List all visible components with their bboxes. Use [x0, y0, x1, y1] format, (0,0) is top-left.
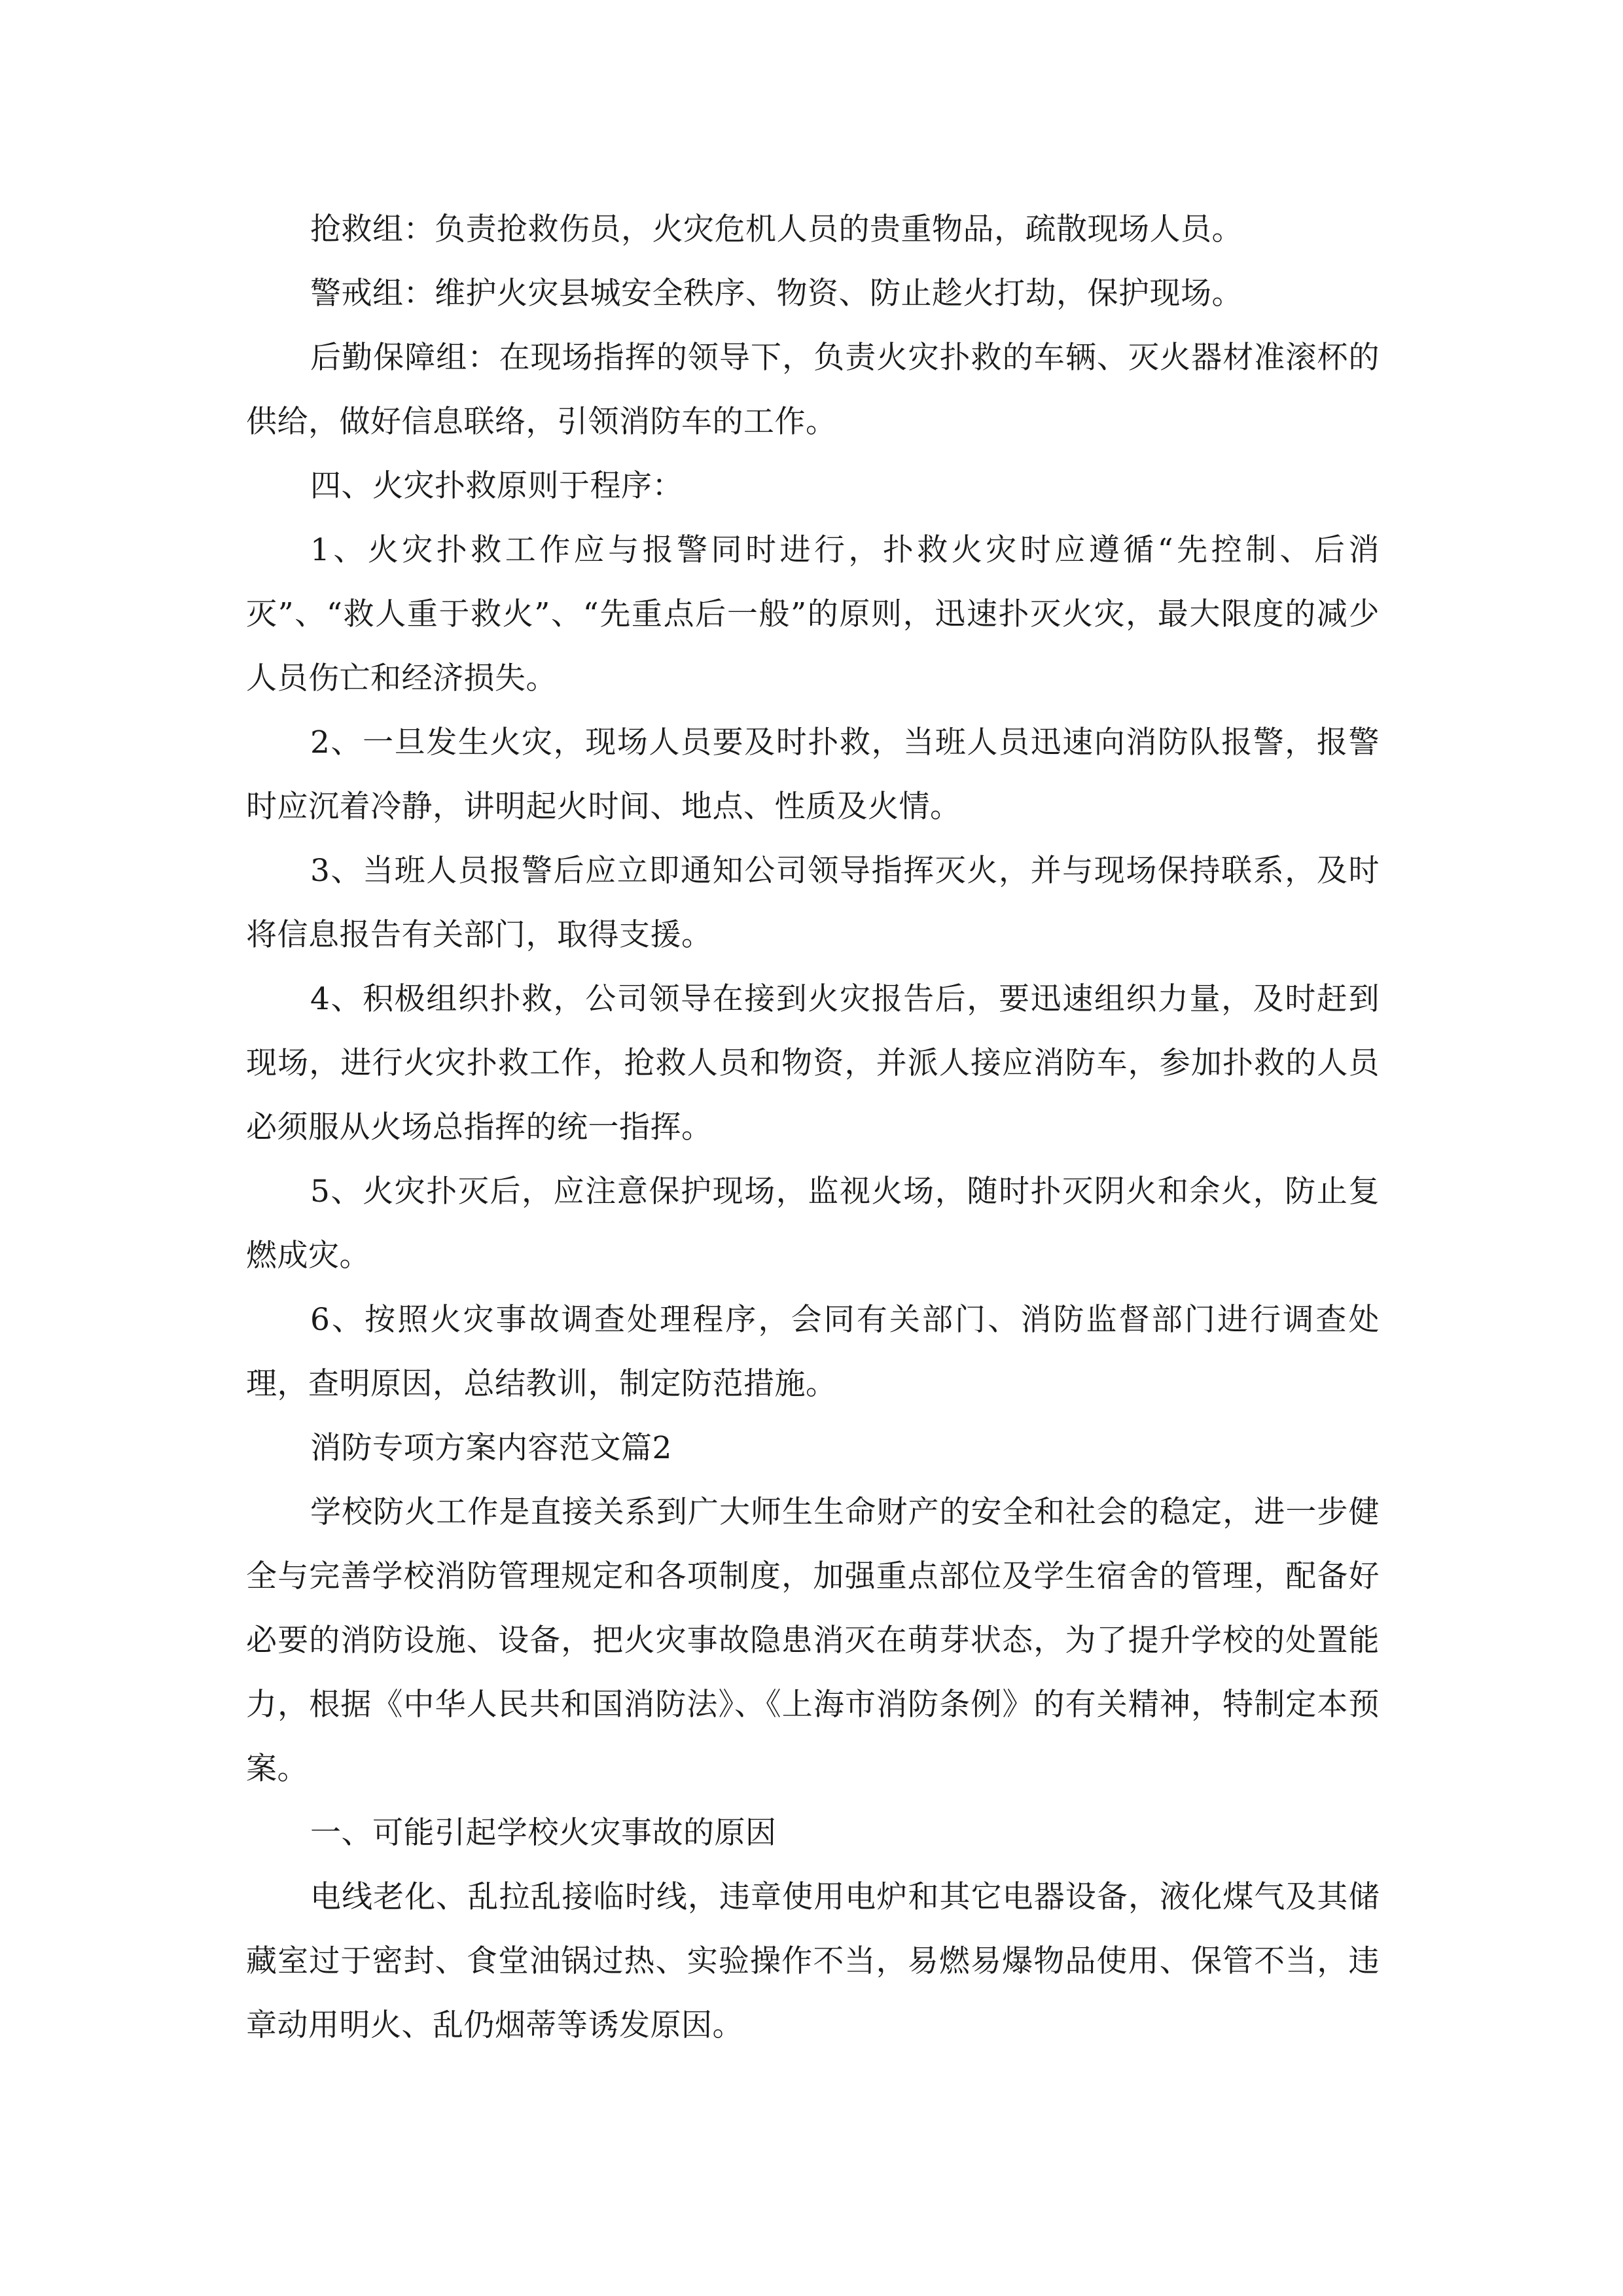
paragraph-item-4: 4、积极组织扑救，公司领导在接到火灾报告后，要迅速组织力量，及时赶到现场，进行火灾扑救工作，抢救人员和物资，并派人接应消防车，参加扑救的人员必须服从火场总指挥的统一指挥。 — [246, 981, 1380, 1145]
paragraph-item-3: 3、当班人员报警后应立即通知公司领导指挥灭火，并与现场保持联系，及时将信息报告有关部门，取得支援。 — [246, 853, 1380, 953]
paragraph-guard-team: 警戒组：维护火灾县城安全秩序、物资、防止趁火打劫，保护现场。 — [310, 276, 1243, 312]
paragraph-causes: 电线老化、乱拉乱接临时线，违章使用电炉和其它电器设备，液化煤气及其储藏室过于密封、食堂油锅过热、实验操作不当，易燃易爆物品使用、保管不当，违章动用明火、乱仍烟蒂等诱发原因。 — [246, 1879, 1380, 2043]
paragraph-rescue-team: 抢救组：负责抢救伤员，火灾危机人员的贵重物品，疏散现场人员。 — [310, 211, 1243, 247]
document-body — [246, 198, 1380, 2058]
paragraph-logistics-team: 后勤保障组：在现场指挥的领导下，负责火灾扑救的车辆、灭火器材准滚杯的供给，做好信息联络，引领消防车的工作。 — [246, 340, 1380, 440]
paragraph-item-1: 1、火灾扑救工作应与报警同时进行，扑救火灾时应遵循“先控制、后消灭”、“救人重于救火”、“先重点后一般”的原则，迅速扑灭火灾，最大限度的减少人员伤亡和经济损失。 — [246, 532, 1380, 696]
article-title-part-2: 消防专项方案内容范文篇2 — [310, 1430, 672, 1466]
section-heading-causes: 一、可能引起学校火灾事故的原因 — [310, 1815, 777, 1851]
paragraph-item-2: 2、一旦发生火灾，现场人员要及时扑救，当班人员迅速向消防队报警，报警时应沉着冷静，讲明起火时间、地点、性质及火情。 — [246, 725, 1380, 825]
paragraph-school-intro: 学校防火工作是直接关系到广大师生生命财产的安全和社会的稳定，进一步健全与完善学校消防管理规定和各项制度，加强重点部位及学生宿舍的管理，配备好必要的消防设施、设备，把火灾事故隐患消灭在萌芽状态，为了提升学校的处置能力，根据《中华人民共和国消防法》、《上海市消防条例》的有关精神，特制定本预案。 — [246, 1494, 1380, 1787]
paragraph-item-5: 5、火灾扑灭后，应注意保护现场，监视火场，随时扑灭阴火和余火，防止复燃成灾。 — [246, 1174, 1380, 1274]
paragraph-item-6: 6、按照火灾事故调查处理程序，会同有关部门、消防监督部门进行调查处理，查明原因，总结教训，制定防范措施。 — [246, 1302, 1380, 1402]
section-heading-principles: 四、火灾扑救原则于程序： — [310, 468, 683, 504]
